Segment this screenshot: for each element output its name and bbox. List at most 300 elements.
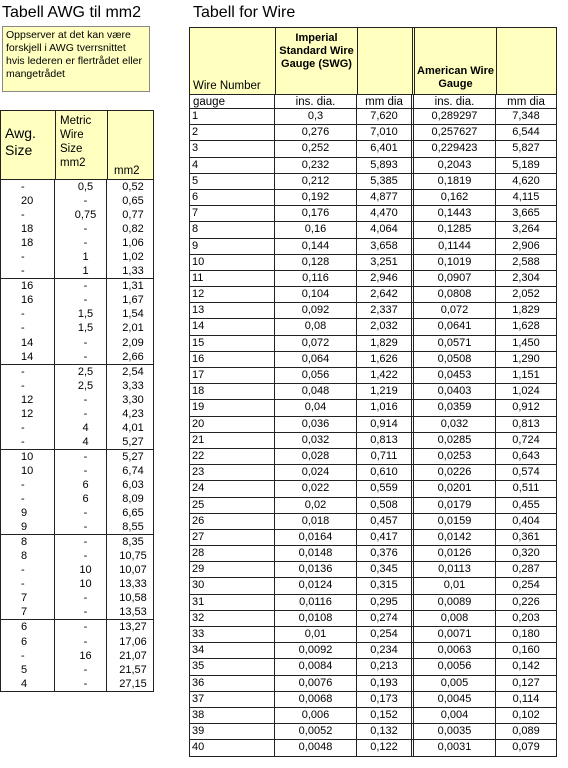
mm2-cell: 2,09 bbox=[122, 336, 144, 349]
mm2-cell: 10,07 bbox=[119, 564, 147, 577]
table-row bbox=[189, 141, 557, 157]
awg-cell: - bbox=[1, 649, 55, 663]
american-ins-cell: 0,0045 bbox=[414, 692, 496, 707]
american-ins-cell: 0,01 bbox=[414, 578, 496, 593]
american-mm-cell: 7,348 bbox=[512, 110, 540, 122]
awg-cell: 18 bbox=[1, 236, 55, 250]
table-row bbox=[1, 336, 153, 350]
mm2-cell: 8,09 bbox=[122, 493, 144, 506]
american-ins-cell: 0,0226 bbox=[414, 465, 496, 480]
wire-table-body bbox=[189, 109, 557, 757]
mm2-cell: 1,02 bbox=[122, 251, 144, 264]
table-row bbox=[189, 546, 557, 562]
imperial-mm-cell: 1,422 bbox=[357, 368, 414, 383]
table-row bbox=[189, 643, 557, 659]
imperial-ins-cell: 0,212 bbox=[275, 174, 357, 189]
table-row bbox=[1, 677, 153, 691]
table-row bbox=[1, 393, 153, 407]
metric-cell: - bbox=[55, 194, 107, 208]
table-row bbox=[189, 740, 557, 756]
awg-cell: - bbox=[1, 379, 55, 393]
gauge-cell: 9 bbox=[190, 239, 275, 254]
metric-cell: - bbox=[55, 677, 107, 691]
american-mm-cell: 0,079 bbox=[512, 741, 540, 754]
awg-group bbox=[0, 535, 154, 620]
table-row bbox=[1, 350, 153, 364]
metric-cell: 6 bbox=[55, 478, 107, 492]
imperial-ins-cell: 0,0136 bbox=[275, 562, 357, 577]
metric-cell: - bbox=[55, 620, 107, 634]
metric-cell: - bbox=[55, 336, 107, 350]
table-row bbox=[1, 321, 153, 335]
imperial-ins-cell: 0,0048 bbox=[275, 740, 357, 755]
american-ins-cell: 0,0285 bbox=[414, 433, 496, 448]
table-row bbox=[189, 125, 557, 141]
mm2-cell: 0,65 bbox=[122, 195, 144, 208]
metric-cell: 4 bbox=[55, 421, 107, 435]
metric-cell: - bbox=[55, 520, 107, 534]
awg-table-header bbox=[0, 110, 154, 180]
awg-cell: 10 bbox=[1, 464, 55, 478]
table-row bbox=[1, 464, 153, 478]
mm2-cell: 13,33 bbox=[119, 578, 147, 591]
american-ins-cell: 0,0071 bbox=[414, 627, 496, 642]
imperial-mm-cell: 4,877 bbox=[357, 190, 414, 205]
gauge-cell: 33 bbox=[190, 627, 275, 642]
imperial-mm-cell: 0,152 bbox=[357, 708, 414, 723]
imperial-ins-cell: 0,064 bbox=[275, 352, 357, 367]
american-mm-cell: 0,142 bbox=[512, 660, 540, 673]
american-mm-cell: 0,160 bbox=[512, 644, 540, 657]
table-row bbox=[1, 605, 153, 619]
awg-cell: 10 bbox=[1, 450, 55, 464]
gauge-cell: 34 bbox=[190, 643, 275, 658]
mm2-cell: 6,03 bbox=[122, 478, 144, 491]
gauge-cell: 29 bbox=[190, 562, 275, 577]
table-row bbox=[1, 222, 153, 236]
metric-cell: 2,5 bbox=[55, 365, 107, 379]
subheader-american-mm: mm dia bbox=[507, 96, 545, 108]
american-mm-cell: 0,127 bbox=[512, 676, 540, 689]
table-row bbox=[189, 562, 557, 578]
gauge-cell: 19 bbox=[190, 400, 275, 415]
gauge-cell: 3 bbox=[190, 141, 275, 156]
american-mm-cell: 0,114 bbox=[512, 692, 540, 705]
table-row bbox=[189, 417, 557, 433]
american-mm-cell: 4,115 bbox=[512, 190, 540, 203]
american-ins-cell: 0,0508 bbox=[414, 352, 496, 367]
table-row bbox=[1, 563, 153, 577]
mm2-cell: 21,07 bbox=[119, 649, 147, 662]
gauge-cell: 13 bbox=[190, 303, 275, 318]
american-ins-cell: 0,0089 bbox=[414, 595, 496, 610]
table-row bbox=[1, 450, 153, 464]
imperial-ins-cell: 0,022 bbox=[275, 481, 357, 496]
header-imperial: Imperial Standard Wire Gauge (SWG) bbox=[279, 32, 354, 70]
gauge-cell: 17 bbox=[190, 368, 275, 383]
american-ins-cell: 0,2043 bbox=[414, 158, 496, 173]
awg-cell: - bbox=[1, 365, 55, 379]
wire-table-title: Tabell for Wire bbox=[193, 4, 296, 21]
metric-cell: - bbox=[55, 635, 107, 649]
metric-cell: 16 bbox=[55, 649, 107, 663]
american-mm-cell: 4,620 bbox=[512, 174, 540, 187]
metric-cell: - bbox=[55, 549, 107, 563]
awg-cell: 12 bbox=[1, 393, 55, 407]
table-row bbox=[189, 303, 557, 319]
american-ins-cell: 0,0063 bbox=[414, 643, 496, 658]
metric-cell: 1,5 bbox=[55, 321, 107, 335]
american-ins-cell: 0,0201 bbox=[414, 481, 496, 496]
imperial-mm-cell: 3,251 bbox=[357, 255, 414, 270]
american-mm-cell: 1,829 bbox=[512, 304, 540, 317]
awg-cell: - bbox=[1, 577, 55, 591]
metric-cell: 10 bbox=[55, 577, 107, 591]
imperial-ins-cell: 0,0108 bbox=[275, 611, 357, 626]
table-row bbox=[1, 520, 153, 534]
imperial-mm-cell: 6,401 bbox=[357, 141, 414, 156]
table-row bbox=[189, 595, 557, 611]
mm2-cell: 5,27 bbox=[122, 450, 144, 463]
gauge-cell: 25 bbox=[190, 498, 275, 513]
awg-cell: 16 bbox=[1, 293, 55, 307]
imperial-mm-cell: 2,642 bbox=[357, 287, 414, 302]
table-row bbox=[189, 368, 557, 384]
imperial-ins-cell: 0,0076 bbox=[275, 676, 357, 691]
mm2-cell: 5,27 bbox=[122, 435, 144, 448]
american-ins-cell: 0,1819 bbox=[414, 174, 496, 189]
gauge-cell: 10 bbox=[190, 255, 275, 270]
american-ins-cell: 0,008 bbox=[414, 611, 496, 626]
mm2-cell: 1,06 bbox=[122, 237, 144, 250]
imperial-ins-cell: 0,0052 bbox=[275, 724, 357, 739]
metric-cell: - bbox=[55, 591, 107, 605]
awg-cell: 6 bbox=[1, 635, 55, 649]
mm2-cell: 3,33 bbox=[122, 379, 144, 392]
table-row bbox=[1, 492, 153, 506]
mm2-cell: 13,53 bbox=[119, 606, 147, 619]
mm2-cell: 0,77 bbox=[122, 209, 144, 222]
imperial-mm-cell: 0,234 bbox=[357, 643, 414, 658]
american-ins-cell: 0,0359 bbox=[414, 400, 496, 415]
imperial-mm-cell: 0,559 bbox=[357, 481, 414, 496]
gauge-cell: 27 bbox=[190, 530, 275, 545]
imperial-ins-cell: 0,0164 bbox=[275, 530, 357, 545]
imperial-ins-cell: 0,252 bbox=[275, 141, 357, 156]
awg-cell: 9 bbox=[1, 520, 55, 534]
imperial-ins-cell: 0,01 bbox=[275, 627, 357, 642]
imperial-mm-cell: 0,711 bbox=[357, 449, 414, 464]
imperial-mm-cell: 0,914 bbox=[357, 417, 414, 432]
imperial-mm-cell: 0,132 bbox=[357, 724, 414, 739]
imperial-mm-cell: 0,254 bbox=[357, 627, 414, 642]
metric-cell: - bbox=[55, 236, 107, 250]
mm2-cell: 2,54 bbox=[122, 365, 144, 378]
imperial-mm-cell: 2,337 bbox=[357, 303, 414, 318]
metric-cell: 0,5 bbox=[55, 180, 107, 194]
table-row bbox=[189, 498, 557, 514]
american-mm-cell: 2,304 bbox=[512, 271, 540, 284]
table-row bbox=[189, 271, 557, 287]
header-american: American Wire Gauge bbox=[417, 65, 494, 90]
american-mm-cell: 1,290 bbox=[512, 352, 540, 365]
mm2-cell: 8,55 bbox=[122, 521, 144, 534]
awg-group bbox=[0, 450, 154, 535]
imperial-mm-cell: 0,610 bbox=[357, 465, 414, 480]
mm2-cell: 0,52 bbox=[122, 181, 144, 193]
header-awg-size: Awg. Size bbox=[5, 125, 36, 158]
mm2-cell: 1,31 bbox=[122, 280, 144, 293]
american-mm-cell: 1,024 bbox=[512, 385, 540, 398]
table-row bbox=[189, 336, 557, 352]
table-row bbox=[1, 577, 153, 591]
gauge-cell: 22 bbox=[190, 449, 275, 464]
american-ins-cell: 0,0142 bbox=[414, 530, 496, 545]
table-row bbox=[1, 663, 153, 677]
gauge-cell: 30 bbox=[190, 578, 275, 593]
imperial-mm-cell: 2,946 bbox=[357, 271, 414, 286]
imperial-mm-cell: 0,417 bbox=[357, 530, 414, 545]
american-ins-cell: 0,1144 bbox=[414, 239, 496, 254]
imperial-ins-cell: 0,176 bbox=[275, 206, 357, 221]
imperial-ins-cell: 0,144 bbox=[275, 239, 357, 254]
gauge-cell: 1 bbox=[190, 109, 275, 124]
gauge-cell: 11 bbox=[190, 271, 275, 286]
mm2-cell: 3,30 bbox=[122, 393, 144, 406]
american-mm-cell: 5,827 bbox=[512, 142, 540, 155]
american-mm-cell: 0,089 bbox=[512, 725, 540, 738]
table-row bbox=[1, 407, 153, 421]
american-ins-cell: 0,0253 bbox=[414, 449, 496, 464]
awg-cell: 8 bbox=[1, 535, 55, 549]
american-mm-cell: 0,203 bbox=[512, 611, 540, 624]
imperial-mm-cell: 1,626 bbox=[357, 352, 414, 367]
mm2-cell: 2,66 bbox=[122, 350, 144, 363]
imperial-ins-cell: 0,104 bbox=[275, 287, 357, 302]
imperial-mm-cell: 3,658 bbox=[357, 239, 414, 254]
american-mm-cell: 0,102 bbox=[512, 708, 540, 721]
table-row bbox=[189, 190, 557, 206]
gauge-cell: 15 bbox=[190, 336, 275, 351]
mm2-cell: 1,33 bbox=[122, 265, 144, 278]
american-ins-cell: 0,004 bbox=[414, 708, 496, 723]
awg-cell: 14 bbox=[1, 350, 55, 364]
table-row bbox=[189, 659, 557, 675]
awg-cell: - bbox=[1, 264, 55, 278]
awg-cell: - bbox=[1, 307, 55, 321]
american-mm-cell: 1,450 bbox=[512, 336, 540, 349]
metric-cell: - bbox=[55, 393, 107, 407]
gauge-cell: 5 bbox=[190, 174, 275, 189]
gauge-cell: 2 bbox=[190, 125, 275, 140]
mm2-cell: 1,54 bbox=[122, 308, 144, 321]
awg-group bbox=[0, 279, 154, 364]
gauge-cell: 37 bbox=[190, 692, 275, 707]
gauge-cell: 4 bbox=[190, 158, 275, 173]
american-ins-cell: 0,032 bbox=[414, 417, 496, 432]
american-mm-cell: 0,180 bbox=[512, 628, 540, 640]
american-ins-cell: 0,1019 bbox=[414, 255, 496, 270]
imperial-ins-cell: 0,116 bbox=[275, 271, 357, 286]
wire-table-header bbox=[189, 27, 557, 95]
awg-cell: - bbox=[1, 208, 55, 222]
american-mm-cell: 0,643 bbox=[512, 449, 540, 462]
table-row bbox=[189, 433, 557, 449]
american-ins-cell: 0,0403 bbox=[414, 384, 496, 399]
header-mm2: mm2 bbox=[114, 165, 140, 177]
imperial-mm-cell: 0,508 bbox=[357, 498, 414, 513]
awg-cell: - bbox=[1, 435, 55, 449]
awg-cell: 7 bbox=[1, 591, 55, 605]
table-row bbox=[189, 109, 557, 125]
table-row bbox=[189, 384, 557, 400]
metric-cell: 10 bbox=[55, 563, 107, 577]
table-row bbox=[189, 158, 557, 174]
imperial-ins-cell: 0,028 bbox=[275, 449, 357, 464]
table-row bbox=[1, 208, 153, 222]
american-ins-cell: 0,162 bbox=[414, 190, 496, 205]
american-ins-cell: 0,0453 bbox=[414, 368, 496, 383]
imperial-mm-cell: 2,032 bbox=[357, 319, 414, 334]
imperial-mm-cell: 0,813 bbox=[357, 433, 414, 448]
table-row bbox=[189, 611, 557, 627]
mm2-cell: 13,27 bbox=[119, 621, 147, 634]
american-ins-cell: 0,0056 bbox=[414, 659, 496, 674]
imperial-ins-cell: 0,092 bbox=[275, 303, 357, 318]
american-ins-cell: 0,1443 bbox=[414, 206, 496, 221]
table-row bbox=[1, 279, 153, 293]
american-ins-cell: 0,072 bbox=[414, 303, 496, 318]
table-row bbox=[1, 549, 153, 563]
gauge-cell: 20 bbox=[190, 417, 275, 432]
awg-table bbox=[0, 110, 154, 692]
gauge-cell: 7 bbox=[190, 206, 275, 221]
mm2-cell: 21,57 bbox=[119, 663, 147, 676]
imperial-ins-cell: 0,192 bbox=[275, 190, 357, 205]
subheader-gauge: gauge bbox=[190, 95, 275, 108]
gauge-cell: 12 bbox=[190, 287, 275, 302]
american-mm-cell: 0,287 bbox=[512, 563, 540, 576]
table-row bbox=[1, 535, 153, 549]
table-row bbox=[189, 239, 557, 255]
table-row bbox=[1, 236, 153, 250]
imperial-ins-cell: 0,024 bbox=[275, 465, 357, 480]
imperial-ins-cell: 0,04 bbox=[275, 400, 357, 415]
mm2-cell: 4,01 bbox=[122, 421, 144, 434]
gauge-cell: 38 bbox=[190, 708, 275, 723]
table-row bbox=[189, 530, 557, 546]
american-mm-cell: 0,226 bbox=[512, 595, 540, 608]
metric-cell: 2,5 bbox=[55, 379, 107, 393]
mm2-cell: 10,75 bbox=[119, 550, 147, 563]
awg-cell: 14 bbox=[1, 336, 55, 350]
imperial-mm-cell: 0,193 bbox=[357, 676, 414, 691]
mm2-cell: 6,74 bbox=[122, 464, 144, 477]
awg-cell: 8 bbox=[1, 549, 55, 563]
header-wire-number: Wire Number bbox=[193, 80, 261, 92]
american-mm-cell: 2,588 bbox=[512, 255, 540, 268]
mm2-cell: 17,06 bbox=[119, 635, 147, 648]
subheader-imperial-mm: mm dia bbox=[357, 95, 414, 108]
gauge-cell: 31 bbox=[190, 595, 275, 610]
american-mm-cell: 3,264 bbox=[512, 223, 540, 236]
metric-cell: - bbox=[55, 407, 107, 421]
imperial-ins-cell: 0,128 bbox=[275, 255, 357, 270]
table-row bbox=[189, 708, 557, 724]
metric-cell: - bbox=[55, 663, 107, 677]
american-ins-cell: 0,1285 bbox=[414, 222, 496, 237]
american-ins-cell: 0,005 bbox=[414, 676, 496, 691]
imperial-ins-cell: 0,3 bbox=[275, 109, 357, 124]
awg-table-title: Tabell AWG til mm2 bbox=[2, 4, 141, 21]
american-ins-cell: 0,0113 bbox=[414, 562, 496, 577]
awg-cell: 9 bbox=[1, 506, 55, 520]
table-row bbox=[189, 206, 557, 222]
metric-cell: - bbox=[55, 535, 107, 549]
table-row bbox=[189, 578, 557, 594]
table-row bbox=[189, 514, 557, 530]
metric-cell: 1 bbox=[55, 264, 107, 278]
american-ins-cell: 0,229423 bbox=[414, 141, 496, 156]
american-ins-cell: 0,0641 bbox=[414, 319, 496, 334]
imperial-mm-cell: 5,385 bbox=[357, 174, 414, 189]
mm2-cell: 8,35 bbox=[122, 536, 144, 549]
table-row bbox=[1, 649, 153, 663]
imperial-mm-cell: 0,376 bbox=[357, 546, 414, 561]
gauge-cell: 39 bbox=[190, 724, 275, 739]
table-row bbox=[1, 421, 153, 435]
imperial-ins-cell: 0,08 bbox=[275, 319, 357, 334]
metric-cell: 6 bbox=[55, 492, 107, 506]
table-row bbox=[189, 174, 557, 190]
american-mm-cell: 0,455 bbox=[512, 498, 540, 511]
imperial-ins-cell: 0,232 bbox=[275, 158, 357, 173]
awg-group bbox=[0, 180, 154, 279]
imperial-ins-cell: 0,0124 bbox=[275, 578, 357, 593]
imperial-mm-cell: 0,315 bbox=[357, 578, 414, 593]
american-mm-cell: 0,254 bbox=[512, 579, 540, 592]
subheader-imperial-ins: ins. dia. bbox=[275, 95, 357, 108]
awg-cell: 5 bbox=[1, 663, 55, 677]
imperial-ins-cell: 0,02 bbox=[275, 498, 357, 513]
american-ins-cell: 0,289297 bbox=[414, 109, 496, 124]
imperial-mm-cell: 7,010 bbox=[357, 125, 414, 140]
american-mm-cell: 0,724 bbox=[512, 433, 540, 446]
mm2-cell: 6,65 bbox=[122, 507, 144, 520]
american-ins-cell: 0,257627 bbox=[414, 125, 496, 140]
table-row bbox=[189, 352, 557, 368]
imperial-mm-cell: 0,274 bbox=[357, 611, 414, 626]
imperial-mm-cell: 0,173 bbox=[357, 692, 414, 707]
american-ins-cell: 0,0159 bbox=[414, 514, 496, 529]
american-ins-cell: 0,0808 bbox=[414, 287, 496, 302]
table-row bbox=[1, 365, 153, 379]
gauge-cell: 21 bbox=[190, 433, 275, 448]
table-row bbox=[189, 676, 557, 692]
awg-cell: 4 bbox=[1, 677, 55, 691]
american-mm-cell: 1,628 bbox=[512, 320, 540, 333]
table-row bbox=[189, 481, 557, 497]
awg-cell: 12 bbox=[1, 407, 55, 421]
metric-cell: - bbox=[55, 506, 107, 520]
metric-cell: - bbox=[55, 350, 107, 364]
imperial-ins-cell: 0,16 bbox=[275, 222, 357, 237]
table-row bbox=[1, 264, 153, 278]
table-row bbox=[1, 194, 153, 208]
gauge-cell: 14 bbox=[190, 319, 275, 334]
imperial-mm-cell: 1,016 bbox=[357, 400, 414, 415]
metric-cell: 0,75 bbox=[55, 208, 107, 222]
